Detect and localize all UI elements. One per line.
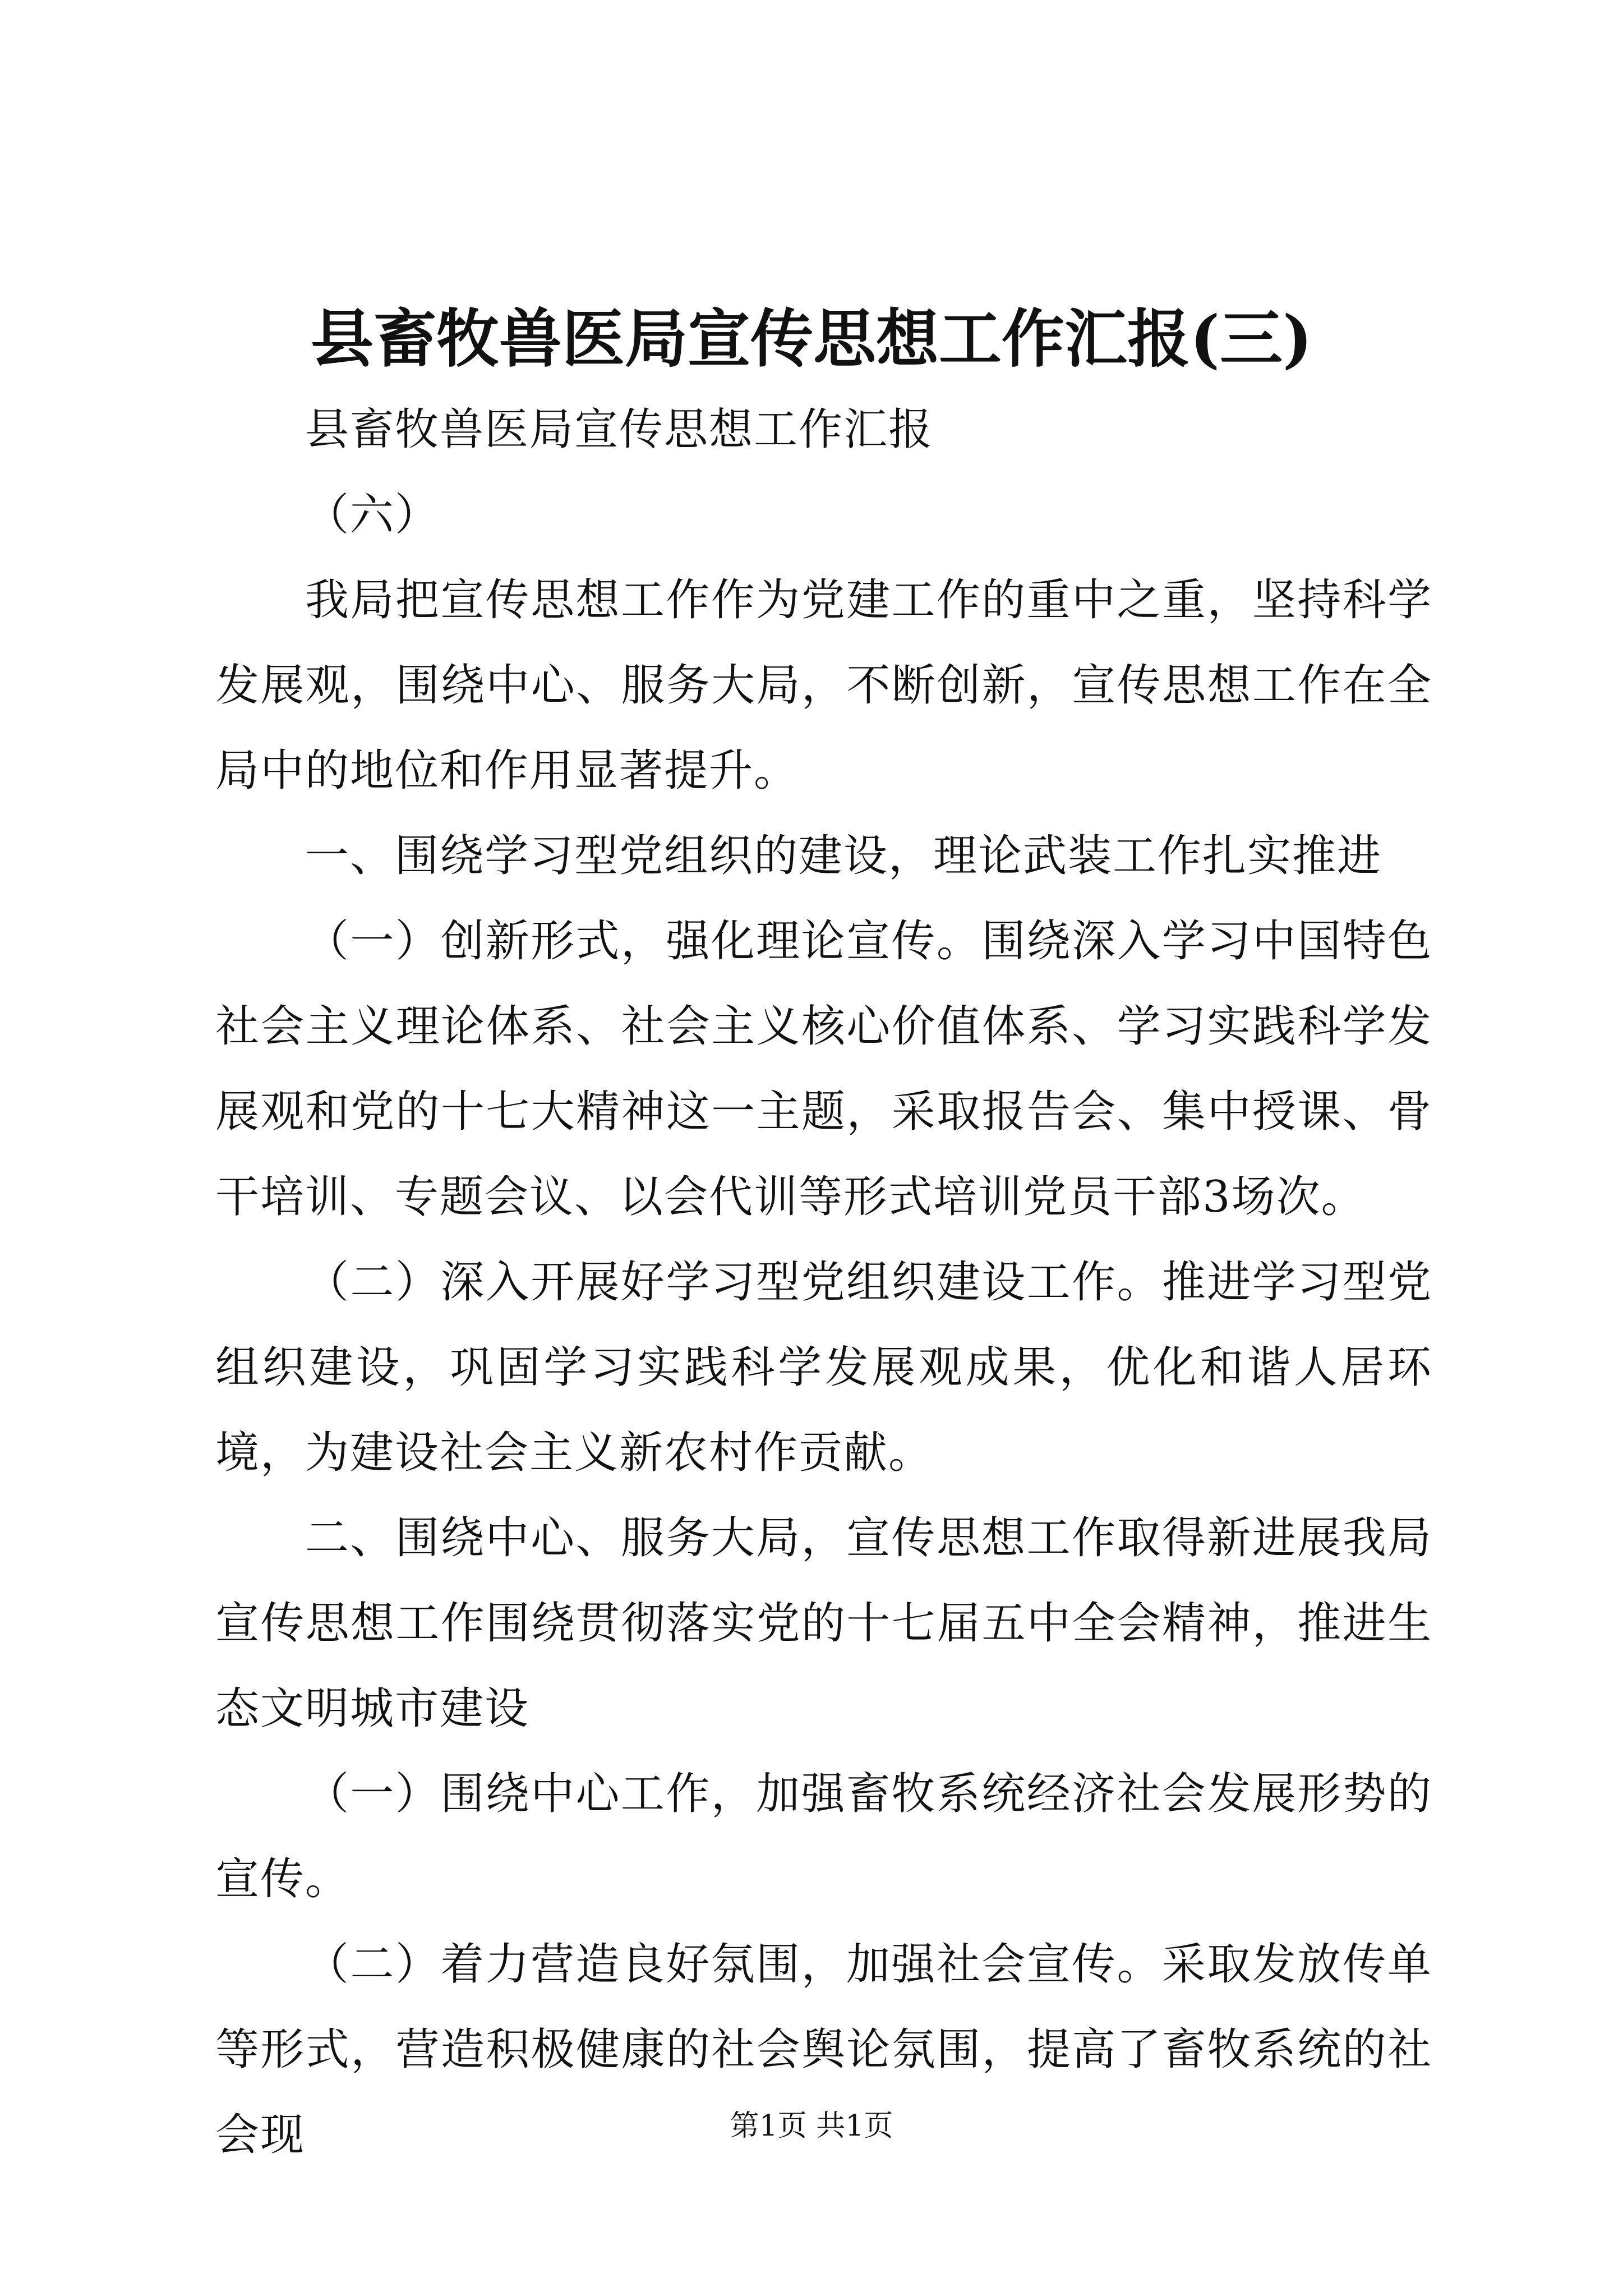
document-body: [215, 387, 1432, 2178]
document-title: 县畜牧兽医局宣传思想工作汇报(三): [311, 302, 1312, 376]
issue-number-paragraph: （六）: [305, 490, 440, 540]
section-2-item-1: （一）围绕中心工作，加强畜牧系统经济社会发展形势的宣传。: [215, 1769, 1432, 1904]
intro-paragraph: 我局把宣传思想工作作为党建工作的重中之重，坚持科学发展观，围绕中心、服务大局，不断创新，宣传思想工作在全局中的地位和作用显著提升。: [215, 575, 1432, 796]
section-1-item-1: （一）创新形式，强化理论宣传。围绕深入学习中国特色社会主义理论体系、社会主义核心价值体系、学习实践科学发展观和党的十七大精神这一主题，采取报告会、集中授课、骨干培训、专题会议、以会代训等形式培训党员干部3场次。: [215, 916, 1432, 1222]
section-heading-2: 二、围绕中心、服务大局，宣传思想工作取得新进展我局宣传思想工作围绕贯彻落实党的十七届五中全会精神，推进生态文明城市建设: [215, 1513, 1432, 1734]
subtitle-paragraph: 县畜牧兽医局宣传思想工作汇报: [305, 404, 934, 455]
page-footer: 第1页 共1页: [730, 2109, 893, 2143]
section-2-item-2: （二）着力营造良好氛围，加强社会宣传。采取发放传单等形式，营造积极健康的社会舆论氛围，提高了畜牧系统的社会现: [215, 1939, 1432, 2160]
section-1-item-2: （二）深入开展好学习型党组织建设工作。推进学习型党组织建设，巩固学习实践科学发展观成果，优化和谐人居环境，为建设社会主义新农村作贡献。: [215, 1257, 1432, 1478]
section-heading-1: 一、围绕学习型党组织的建设，理论武装工作扎实推进: [305, 831, 1382, 881]
